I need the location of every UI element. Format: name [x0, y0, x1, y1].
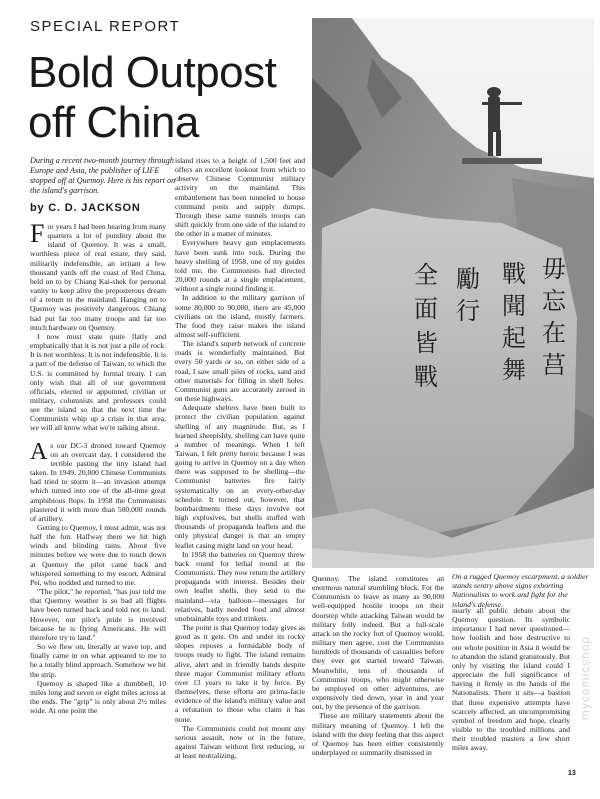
article-deck: During a recent two-month journey through Europe and Asia, the publisher of LIFE stopped off at Quemoy. Here is his report on the island's garrison.	[30, 156, 176, 196]
watermark-text: mycomicshop	[578, 635, 592, 721]
article-photo	[312, 18, 594, 568]
column-4	[452, 606, 570, 771]
watermark	[574, 560, 596, 795]
paragraph: Quemoy is shaped like a dumbbell, 10 miles long and seven or eight miles across at the ends. The "grip" is only about 2½ miles wide. At one point the	[30, 678, 166, 716]
sign-column-1: 毋忘在莒	[542, 255, 566, 379]
paragraph: The Communists could not mount any serious assault, now or in the future, against Taiwan without first reducing, or at least neutralizing,	[175, 723, 305, 761]
paragraph: Quemoy. The island constitutes an enormous natural stumbling block. For the Communists to leave as many as 90,000 well-equipped hostile troops on their doorstep while attacking Taiwan would be military folly indeed. But a full-scale attack on the rocky fort of Quemoy would, military men agree, cost the Communists hundreds of thousands of casualties before they ever got started toward Taiwan. Meanwhile, tens of thousands of Communist troops, who might otherwise be employed on other adventures, are expensively tied down, year in and year out, by the presence of the garrison.	[312, 574, 444, 712]
paragraph: In 1958 the batteries on Quemoy threw back round for lethal round at the Communists. They now return the artillery propaganda with interest. Besides their own leaflet shells, they send to the mainland—via balloon—messages for relatives, badly needed food and almost unobtainable toys and trinkets.	[175, 549, 305, 623]
paragraph	[30, 438, 166, 523]
paragraph: Adequate shelters have been built to protect the civilian population against shelling of any magnitude. But, as I learned sheepishly, shelling can have quite a number of meanings. When I left Taiwan, I felt pretty heroic because I was going to arrive in Quemoy on a day when there was supposed to be shelling—the Communist batteries fire fairly systematically on an every-other-day schedule. It turned out, however, that bombardments these days involve not high explosives, but shells stuffed with thousands of propaganda leaflets and the only physical danger is that an empty leaflet casing might land on your head.	[175, 403, 305, 550]
photo-caption: On a rugged Quemoy escarpment, a soldier stands sentry above signs exhorting Nationalists to work and fight for the island's defense.	[452, 572, 589, 609]
paragraph-text: or years I had been hearing from many quarters a lot of punditry about the island of Quemoy. It was a small, worthless piece of real estate, they said, militarily indefensible, an irritant a few thousand yards off the coast of Red China, held on to by Chiang Kai-shek for personal vanity to keep alive the preposterous dream of a return to the mainland. Hanging on to Quemoy was positively dangerous. Chiang had put far too many troops and far too much hardware on Quemoy.	[30, 222, 166, 332]
paragraph: The point is that Quemoy today gives as good as it gets. On and under its rocky slopes reposes a formidable body of troops ready to fight. The island remains alive, alert and in friendly hands despite three major Communist military efforts over 13 years to take it by force. By themselves, these efforts are prima-facie evidence of the island's military value and a refutation to those who claim it has none.	[175, 622, 305, 724]
column-2	[175, 156, 305, 788]
paragraph: Everywhere heavy gun emplacements have been sunk into rock. During the heavy shelling of 1958, one of my guides told me, the Communists had directed 20,000 rounds at a single emplacement, without a single round finding it.	[175, 238, 305, 294]
paragraph-text: s our DC-3 droned toward Quemoy on an overcast day, I considered the terrible pasting the tiny island had taken. In 1949, 20,000 Chinese Communists had tried to storm it—an invasion attempt which turned into one of the all-time great amphibious flops. In 1958 the Communists plastered it with more than 500,000 rounds of artillery.	[30, 440, 166, 523]
title-line-2: off China	[28, 98, 199, 147]
paragraph: So we flew on, literally at wave top, and finally came in on what appeared to me to be a totally blind approach. Somehow we hit the strip.	[30, 642, 166, 679]
drop-cap: A	[30, 438, 48, 465]
column-1	[30, 222, 166, 788]
byline: by C. D. JACKSON	[30, 202, 141, 214]
article-title	[28, 48, 318, 148]
paragraph	[30, 222, 166, 332]
drop-cap: F	[30, 222, 45, 248]
title-line-1: Bold Outpost	[28, 48, 277, 97]
sign-column-3: 勵行	[456, 265, 480, 325]
paragraph: nearly all public debate about the Quemoy question. Its symbolic importance I had never questioned—how foolish and how destructive to our whole position in Asia it would be to abandon the island gratuitously. But only by visiting the island could I appreciate the full significance of having it firmly in the hands of the Nationalists. There it sits—a bastion that three expensive attempts have scarcely affected, an uncompromising symbol of freedom and hope, clearly visible to the troubled millions and their troubled masters a few short miles away.	[452, 606, 570, 753]
page-number: 13	[568, 770, 576, 777]
column-3	[312, 574, 444, 788]
paragraph: island rises to a height of 1,500 feet and offers an excellent lookout from which to observe Chinese Communist military activity on the mainland. This embattlement has been tunneled to house command posts and supply dumps. Through these same tunnels troops can shift quickly from one side of the island to the other in a matter of minutes.	[175, 156, 305, 239]
paragraph: These are military statements about the military meaning of Quemoy. I left the island with the deep feeling that this aspect of Quemoy has been either consistently underplayed or summarily dismissed in	[312, 711, 444, 757]
sign-column-2: 全面皆戰	[414, 261, 438, 391]
paragraph: In addition to the military garrison of some 80,000 to 90,000, there are 45,000 civilians on the island, mostly farmers. The food they raise makes the island almost self-sufficient.	[175, 293, 305, 339]
paragraph: I now must state quite flatly and emphatically that it is not just a pile of rock. It is not worthless. It is not indefensible. It is a part of the defense of Taiwan, to which the U.S. is committed by formal treaty. I can only wish that all of our government officials, elected or appointed, civilian or military, columnists and professors could see the island so that the next time the Communists whip up a crisis in that area, we will all know what we're talking about.	[30, 331, 166, 433]
paragraph: Getting to Quemoy, I must admit, was not half the fun. Halfway there we hit high winds and blinding rains. About five minutes before we were due to touch down at Quemoy the pilot came back and whispered something to my escort, Admiral Pei, who nodded and turned to me.	[30, 523, 166, 587]
sign-column-4: 戰聞起舞	[502, 260, 526, 384]
paragraph: "The pilot," he reported, "has just told me that Quemoy weather is so bad all flights have been turned back and told not to land. However, our pilot's pride is involved because he is flying Americans. He will therefore try to land."	[30, 587, 166, 642]
paragraph: The island's superb network of concrete roads is wonderfully maintained. But every 50 yards or so, on either side of a road, I saw small piles of rocks, sand and other materials for filling in shell holes. Communist guns are accurately zeroed in on these highways.	[175, 339, 305, 404]
section-kicker: SPECIAL REPORT	[30, 18, 181, 35]
